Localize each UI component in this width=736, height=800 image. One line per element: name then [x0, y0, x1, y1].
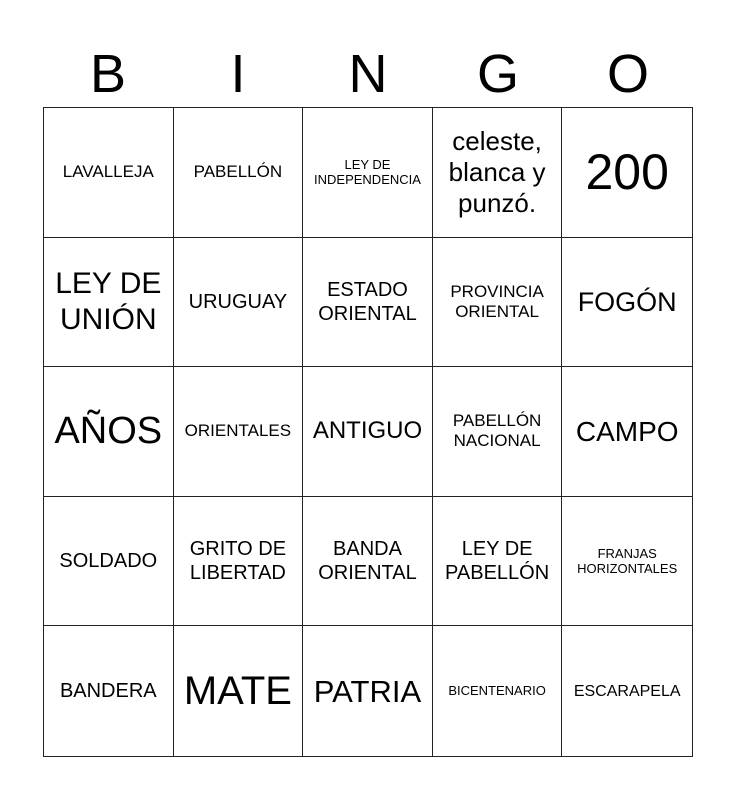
bingo-cell[interactable] [562, 108, 692, 238]
cell-text: FOGÓN [577, 286, 677, 317]
bingo-cell[interactable] [303, 497, 433, 627]
cell-text: 200 [585, 144, 669, 201]
cell-text: GRITO DE LIBERTAD [189, 538, 287, 585]
cell-text: URUGUAY [188, 290, 288, 313]
bingo-cell[interactable] [44, 238, 174, 368]
bingo-cell[interactable] [174, 108, 304, 238]
header-letter-n: N [348, 44, 388, 104]
bingo-cell[interactable] [174, 497, 304, 627]
cell-text: FRANJAS HORIZONTALES [577, 545, 678, 577]
header-letter-o: O [606, 44, 649, 104]
bingo-cell[interactable] [562, 497, 692, 627]
bingo-cell[interactable] [174, 367, 304, 497]
bingo-cell[interactable] [303, 238, 433, 368]
header-letter-g: G [476, 44, 519, 104]
cell-text: MATE [183, 669, 292, 714]
bingo-header [43, 40, 693, 108]
bingo-card-grid [43, 107, 693, 757]
cell-text: BANDA ORIENTAL [318, 538, 417, 585]
cell-text: AÑOS [54, 409, 163, 452]
cell-text: LEY DE UNIÓN [55, 266, 162, 336]
bingo-cell[interactable] [44, 108, 174, 238]
cell-text: PATRIA [313, 673, 422, 709]
bingo-cell[interactable] [303, 108, 433, 238]
cell-text: ANTIGUO [312, 417, 423, 445]
cell-text: PABELLÓN [193, 162, 283, 182]
bingo-cell[interactable] [433, 238, 563, 368]
bingo-cell[interactable] [174, 238, 304, 368]
bingo-cell[interactable] [562, 367, 692, 497]
bingo-cell[interactable] [433, 367, 563, 497]
bingo-cell[interactable] [44, 626, 174, 756]
cell-text: LAVALLEJA [62, 162, 154, 182]
cell-text: LEY DE PABELLÓN [445, 538, 550, 585]
header-letter-i: I [230, 44, 246, 104]
cell-text: celeste, blanca y punzó. [448, 125, 546, 218]
cell-text: PROVINCIA ORIENTAL [450, 281, 544, 321]
cell-text: ESCARAPELA [573, 682, 681, 700]
bingo-cell[interactable] [44, 367, 174, 497]
cell-text: BICENTENARIO [448, 683, 546, 699]
bingo-cell[interactable] [562, 626, 692, 756]
bingo-cell[interactable] [303, 367, 433, 497]
bingo-cell[interactable] [433, 497, 563, 627]
cell-text: SOLDADO [59, 550, 158, 573]
bingo-cell[interactable] [303, 626, 433, 756]
cell-text: PABELLÓN NACIONAL [452, 411, 542, 451]
bingo-cell[interactable] [433, 108, 563, 238]
bingo-cell[interactable] [174, 626, 304, 756]
header-letter-b: B [89, 44, 127, 104]
cell-text: ESTADO ORIENTAL [318, 278, 417, 325]
cell-text: ORIENTALES [184, 421, 292, 441]
cell-text: CAMPO [575, 415, 679, 447]
bingo-cell[interactable] [562, 238, 692, 368]
bingo-cell[interactable] [433, 626, 563, 756]
cell-text: LEY DE INDEPENDENCIA [314, 156, 421, 188]
bingo-cell[interactable] [44, 497, 174, 627]
cell-text: BANDERA [59, 680, 157, 703]
